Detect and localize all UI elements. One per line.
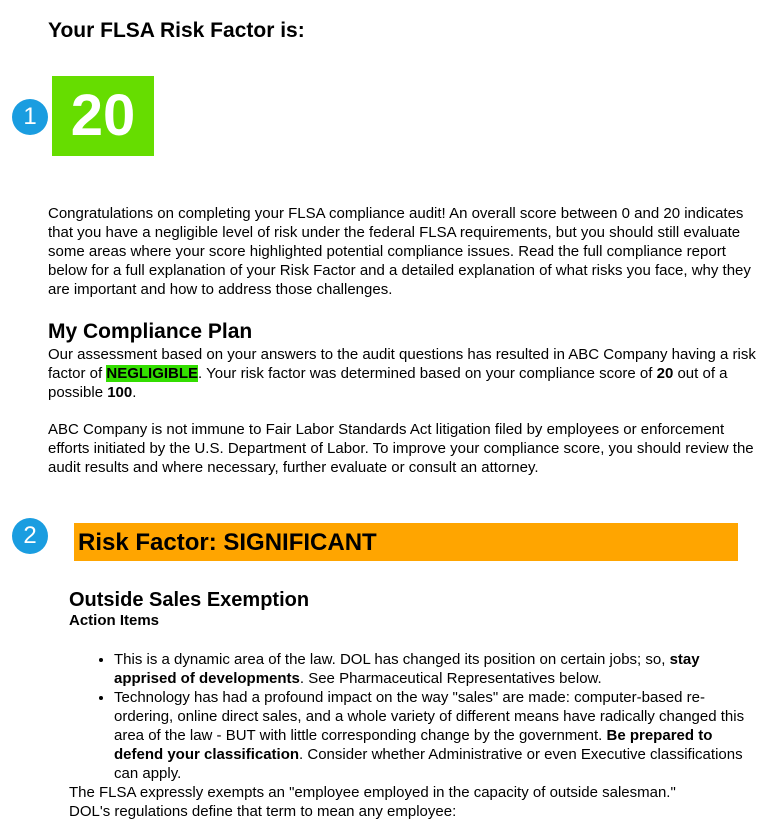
action-items-list [70, 650, 746, 783]
score-box: 20 [52, 76, 154, 156]
risk-factor-bar [74, 523, 738, 561]
list-item-bold: Be prepared to defend your classification [114, 727, 713, 763]
compliance-plan-heading: My Compliance Plan [48, 320, 253, 343]
step-badge-2: 2 [12, 518, 48, 554]
action-items-label: Action Items [69, 612, 160, 629]
page-title: Your FLSA Risk Factor is: [48, 19, 305, 42]
intro-paragraph: Congratulations on completing your FLSA compliance audit! An overall score between 0 and 20 indicates that you have a negligible level of risk under the federal FLSA requirements, but you should still evaluate some areas where your score highlighted potential compliance issues. Read the full compliance report below for a full explanation of your Risk Factor and a detailed explanation of what risks you face, why they are important and how to address those challenges. [48, 205, 751, 298]
risk-level-highlight: NEGLIGIBLE [106, 365, 199, 382]
list-item-text: . See Pharmaceutical Representatives below. [299, 670, 602, 687]
section-paragraph: The FLSA expressly exempts an "employee employed in the capacity of outside salesman." [69, 784, 676, 801]
section-heading: Outside Sales Exemption [69, 589, 310, 611]
list-item [114, 688, 746, 783]
list-item-text: . Consider whether Administrative or even Executive classifications can apply. [114, 746, 743, 782]
step-badge-1: 1 [12, 99, 48, 135]
plan-text: Our assessment based on your answers to the audit questions has resulted in ABC Company having a risk factor of [48, 346, 756, 382]
risk-factor-label: Risk Factor: SIGNIFICANT [78, 529, 377, 556]
list-item-text: Technology has had a profound impact on the way "sales" are made: computer-based re-ordering, online direct sales, and a whole variety of different means have radically changed this area of the law - BUT with little corresponding change by the government. [114, 689, 745, 744]
list-item [114, 650, 746, 688]
plan-score: 20 [656, 365, 674, 382]
plan-text: . [132, 384, 137, 401]
section-paragraph-2: DOL's regulations define that term to mean any employee: [69, 803, 457, 820]
compliance-plan-paragraph [48, 345, 760, 402]
plan-max-score: 100 [107, 384, 133, 401]
list-item-bold: stay apprised of developments [114, 651, 700, 687]
list-item-text: This is a dynamic area of the law. DOL has changed its position on certain jobs; so, [114, 651, 670, 668]
plan-text: out of a possible [48, 365, 728, 401]
plan-text: . Your risk factor was determined based on your compliance score of [198, 365, 657, 382]
compliance-plan-paragraph-2: ABC Company is not immune to Fair Labor Standards Act litigation filed by employees or enforcement efforts initiated by the U.S. Department of Labor. To improve your compliance score, you should review the audit results and where necessary, further evaluate or consult an attorney. [48, 421, 754, 476]
